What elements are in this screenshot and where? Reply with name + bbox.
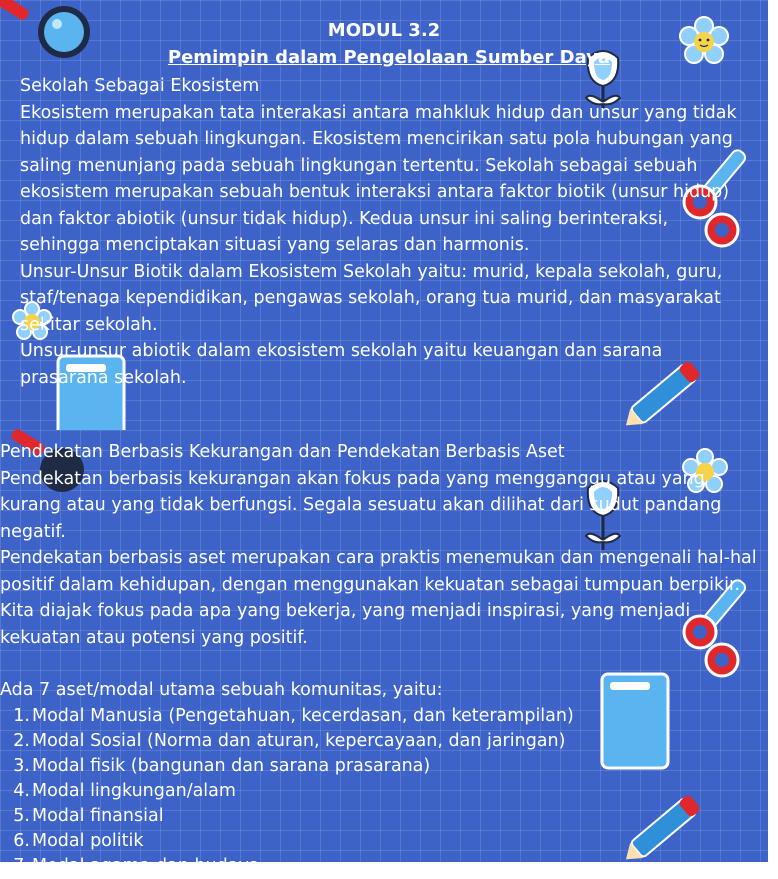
asset-list [0, 704, 765, 879]
list-item: 3. Modal fisik (bangunan dan sarana prasarana) [13, 755, 431, 776]
paragraph: Pendekatan berbasis kekurangan akan fokus pada yang mengganggu atau yang kurang atau yang tidak berfungsi. Segala sesuatu akan dilihat dari sudut pandang negatif. [0, 468, 722, 542]
list-intro: Ada 7 aset/modal utama sebuah komunitas, yaitu: [0, 680, 443, 700]
list-item: 4. Modal lingkungan/alam [13, 780, 236, 801]
list-item: 6. Modal politik [13, 830, 144, 851]
list-item: 7. Modal agama dan budaya [13, 855, 260, 876]
section-heading: Pendekatan Berbasis Kekurangan dan Pendekatan Berbasis Aset [0, 442, 565, 462]
slide-panel-ekosistem [0, 0, 768, 430]
spacer [0, 651, 765, 677]
modul-title: MODUL 3.2 [327, 20, 441, 41]
section-heading: Sekolah Sebagai Ekosistem [20, 76, 260, 96]
paragraph: Unsur-unsur abiotik dalam ekosistem sekolah yaitu keuangan dan sarana prasarana sekolah. [20, 341, 663, 388]
section-pendekatan [0, 439, 765, 879]
paragraph: Ekosistem merupakan tata interakasi antara mahkluk hidup dan unsur yang tidak hidup dalam sebuah lingkungan. Ekosistem mencirikan satu pola hubungan yang saling menunjang pada sebuah lingkungan tertentu. Sekolah sebagai sebuah ekosistem merupakan sebuah bentuk interaksi antara faktor biotik (unsur hidup) dan faktor abiotik (unsur tidak hidup). Kedua unsur ini saling berinteraksi, sehingga menciptakan situasi yang selaras dan harmonis. [20, 102, 737, 255]
section-ekosistem [20, 73, 750, 391]
list-item: 5. Modal finansial [13, 805, 164, 826]
modul-subtitle: Pemimpin dalam Pengelolaan Sumber Daya [167, 47, 611, 68]
slide-panel-pendekatan [0, 430, 768, 876]
list-item: 1. Modal Manusia (Pengetahuan, kecerdasan, dan keterampilan) [13, 705, 574, 726]
paragraph: Pendekatan berbasis aset merupakan cara praktis menemukan dan mengenali hal-hal positif dalam kehidupan, dengan menggunakan kekuatan sebagai tumpuan berpikir. Kita diajak fokus pada apa yang bekerja, yang menjadi inspirasi, yang menjadi kekuatan atau potensi yang positif. [0, 548, 757, 648]
list-item: 2. Modal Sosial (Norma dan aturan, kepercayaan, dan jaringan) [13, 730, 566, 751]
paragraph: Unsur-Unsur Biotik dalam Ekosistem Sekolah yaitu: murid, kepala sekolah, guru, staf/tenaga kependidikan, pengawas sekolah, orang tua murid, dan masyarakat sekitar sekolah. [20, 261, 723, 335]
